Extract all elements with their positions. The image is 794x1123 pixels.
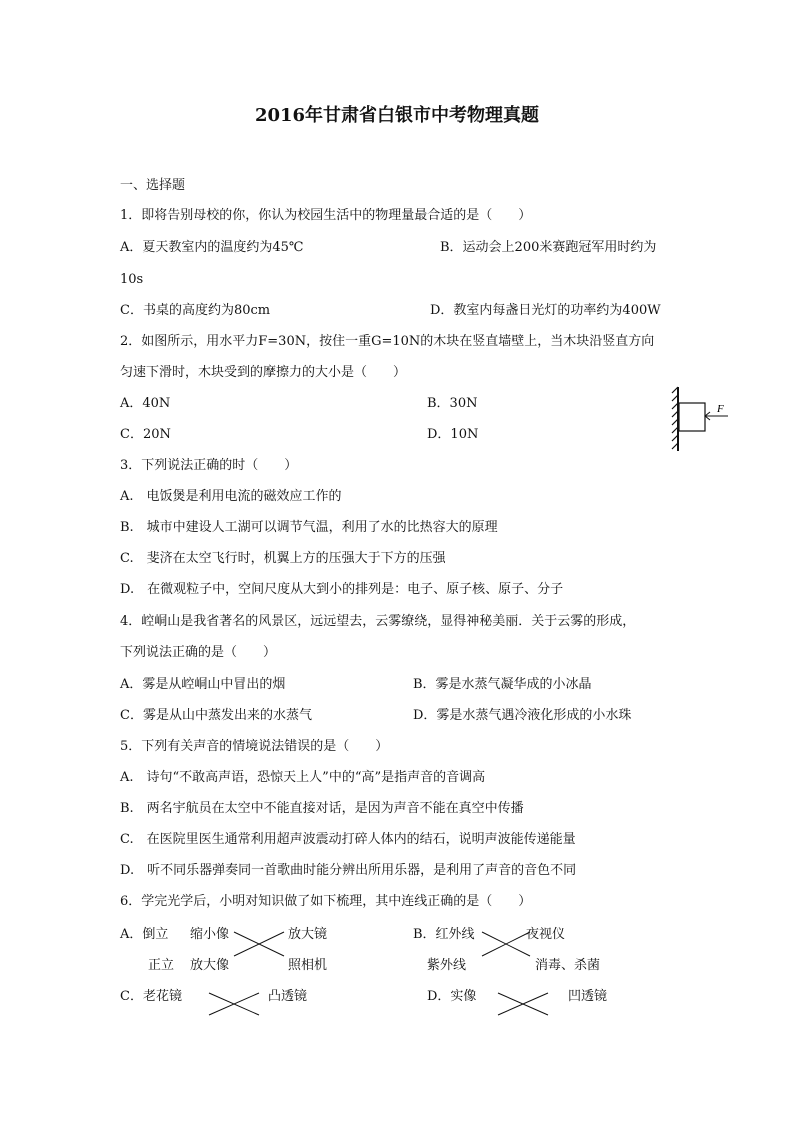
q5-option-b: B. 两名宇航员在太空中不能直接对话，是因为声音不能在真空中传播: [120, 801, 524, 816]
q6-d-label: D．实像: [427, 989, 477, 1004]
q6-a-left2: 正立: [148, 958, 175, 973]
q3-stem: 3．下列说法正确的时（ ）: [120, 458, 298, 473]
q1-option-c: C．书桌的高度约为80cm: [120, 303, 271, 318]
q6-a-left1: 缩小像: [190, 927, 230, 942]
q6-c-label: C．老花镜: [120, 989, 182, 1004]
q2-option-c: C．20N: [120, 427, 171, 442]
q6-a-right2: 照相机: [288, 958, 328, 973]
q6-a-cross-lines: [230, 928, 290, 960]
q3-option-a: A. 电饭煲是利用电流的磁效应工作的: [120, 489, 342, 504]
q3-option-d: D. 在微观粒子中，空间尺度从大到小的排列是：电子、原子核、原子、分子: [120, 582, 564, 597]
q1-option-d: D．教室内每盏日光灯的功率约为400W: [430, 303, 661, 318]
q6-b-right2: 消毒、杀菌: [535, 958, 601, 973]
q5-option-a: A. 诗句“不敢高声语，恐惊天上人”中的“高”是指声音的音调高: [120, 770, 486, 785]
q4-stem-line1: 4．崆峒山是我省著名的风景区，远远望去，云雾缭绕，显得神秘美丽．关于云雾的形成，: [120, 614, 636, 629]
q2-stem-line1: 2．如图所示，用水平力F=30N，按住一重G=10N的木块在竖直墙壁上，当木块沿竖直方向: [120, 334, 655, 349]
q1-option-b-continued: 10s: [120, 272, 144, 287]
q3-option-c: C. 斐济在太空飞行时，机翼上方的压强大于下方的压强: [120, 551, 446, 566]
q5-stem: 5．下列有关声音的情境说法错误的是（ ）: [120, 739, 389, 754]
q1-option-b: B．运动会上200米赛跑冠军用时约为: [440, 240, 657, 255]
q6-b-cross-lines: [478, 928, 538, 960]
page-title: 2016年甘肃省白银市中考物理真题: [254, 105, 540, 126]
q6-b-label: B．红外线: [413, 927, 475, 942]
q5-option-d: D. 听不同乐器弹奏同一首歌曲时能分辨出所用乐器，是利用了声音的音色不同: [120, 863, 577, 878]
q4-option-d: D．雾是水蒸气遇冷液化形成的小水珠: [413, 708, 632, 723]
q2-option-d: D．10N: [427, 427, 479, 442]
q6-stem: 6．学完光学后，小明对知识做了如下梳理，其中连线正确的是（ ）: [120, 894, 532, 909]
wooden-block: [679, 403, 705, 431]
q6-d-right1: 凹透镜: [568, 989, 608, 1004]
q6-c-cross-lines: [205, 989, 265, 1019]
wall-hatching: [672, 387, 678, 451]
q2-option-b: B．30N: [427, 396, 478, 411]
wall-block-diagram: [668, 385, 738, 455]
q6-c-right1: 凸透镜: [268, 989, 308, 1004]
q3-option-b: B. 城市中建设人工湖可以调节气温，利用了水的比热容大的原理: [120, 520, 498, 535]
q1-stem: 1．即将告别母校的你，你认为校园生活中的物理量最合适的是（ ）: [120, 208, 532, 223]
q6-a-right1: 放大镜: [288, 927, 328, 942]
q6-b-left2: 紫外线: [427, 958, 467, 973]
q6-b-right1: 夜视仪: [526, 927, 566, 942]
section-heading: 一、选择题: [120, 178, 186, 193]
q4-option-c: C．雾是从山中蒸发出来的水蒸气: [120, 708, 312, 723]
q2-option-a: A．40N: [120, 396, 171, 411]
q4-stem-line2: 下列说法正确的是（ ）: [120, 645, 277, 660]
q6-d-cross-lines: [494, 989, 554, 1019]
force-label: F: [717, 403, 724, 415]
q2-stem-line2: 匀速下滑时，木块受到的摩擦力的大小是（ ）: [120, 365, 407, 380]
q6-a-label: A．倒立: [120, 927, 169, 942]
q1-option-a: A．夏天教室内的温度约为45℃: [120, 240, 304, 255]
q4-option-b: B．雾是水蒸气凝华成的小冰晶: [413, 677, 592, 692]
q6-a-mid2: 放大像: [190, 958, 230, 973]
q4-option-a: A．雾是从崆峒山中冒出的烟: [120, 677, 286, 692]
q5-option-c: C. 在医院里医生通常利用超声波震动打碎人体内的结石，说明声波能传递能量: [120, 832, 576, 847]
